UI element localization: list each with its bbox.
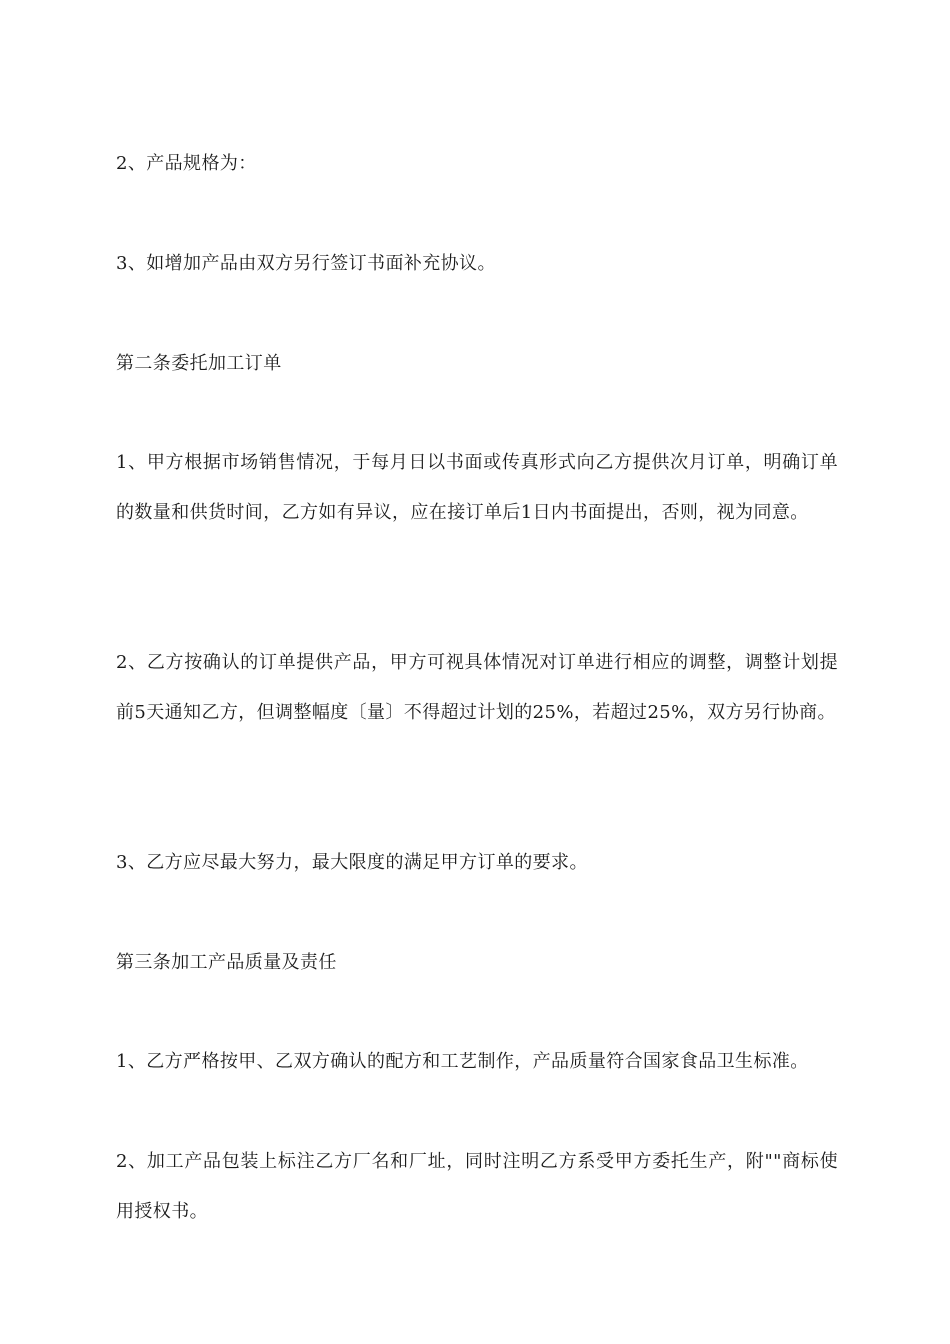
paragraph-quality-2: 2、加工产品包装上标注乙方厂名和厂址，同时注明乙方系受甲方委托生产，附""商标使用授权书。 [116, 1151, 838, 1222]
paragraph-order-3: 3、乙方应尽最大努力，最大限度的满足甲方订单的要求。 [116, 852, 588, 873]
heading-article-2: 第二条委托加工订单 [116, 353, 282, 374]
paragraph-order-2: 2、乙方按确认的订单提供产品，甲方可视具体情况对订单进行相应的调整，调整计划提前5天通知乙方，但调整幅度〔量〕不得超过计划的25%，若超过25%，双方另行协商。 [116, 652, 838, 723]
heading-article-3: 第三条加工产品质量及责任 [116, 952, 337, 973]
paragraph-supplement-agreement: 3、如增加产品由双方另行签订书面补充协议。 [116, 253, 496, 274]
paragraph-quality-1: 1、乙方严格按甲、乙双方确认的配方和工艺制作，产品质量符合国家食品卫生标准。 [116, 1051, 809, 1072]
paragraph-product-spec: 2、产品规格为： [116, 153, 257, 174]
paragraph-order-1: 1、甲方根据市场销售情况，于每月日以书面或传真形式向乙方提供次月订单，明确订单的数量和供货时间，乙方如有异议，应在接订单后1日内书面提出，否则，视为同意。 [116, 452, 838, 523]
